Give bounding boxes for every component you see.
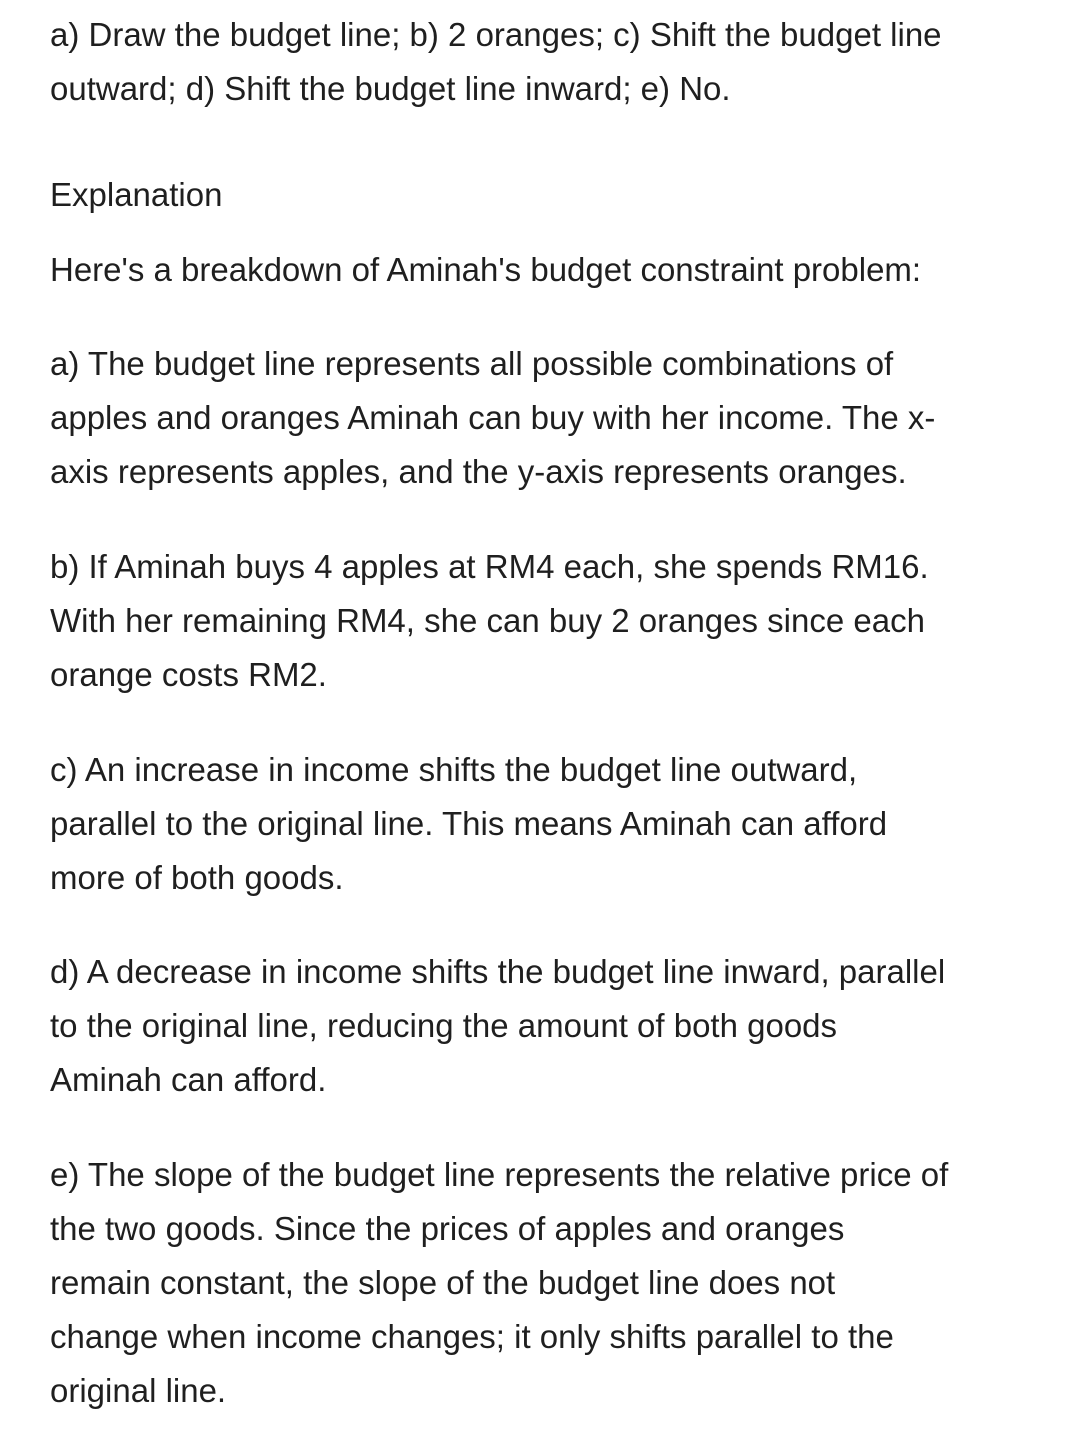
explanation-part-d: d) A decrease in income shifts the budget line inward, parallel to the original line, reducing the amount of both goods Aminah can afford. <box>50 953 946 1098</box>
explanation-intro: Here's a breakdown of Aminah's budget constraint problem: <box>50 251 922 288</box>
answer-summary: a) Draw the budget line; b) 2 oranges; c) Shift the budget line outward; d) Shift the budget line inward; e) No. <box>50 16 942 107</box>
explanation-part-a: a) The budget line represents all possible combinations of apples and oranges Aminah can buy with her income. The x- axis represents apples, and the y-axis represents oranges. <box>50 345 936 490</box>
explanation-part-b: b) If Aminah buys 4 apples at RM4 each, she spends RM16. With her remaining RM4, she can buy 2 oranges since each orange costs RM2. <box>50 548 929 693</box>
explanation-part-c: c) An increase in income shifts the budget line outward, parallel to the original line. This means Aminah can afford more of both goods. <box>50 751 888 896</box>
explanation-part-e: e) The slope of the budget line represents the relative price of the two goods. Since the prices of apples and oranges remain constant, the slope of the budget line does not change when income changes; it only shifts parallel to the original line. <box>50 1156 949 1409</box>
explanation-heading: Explanation <box>50 176 223 213</box>
